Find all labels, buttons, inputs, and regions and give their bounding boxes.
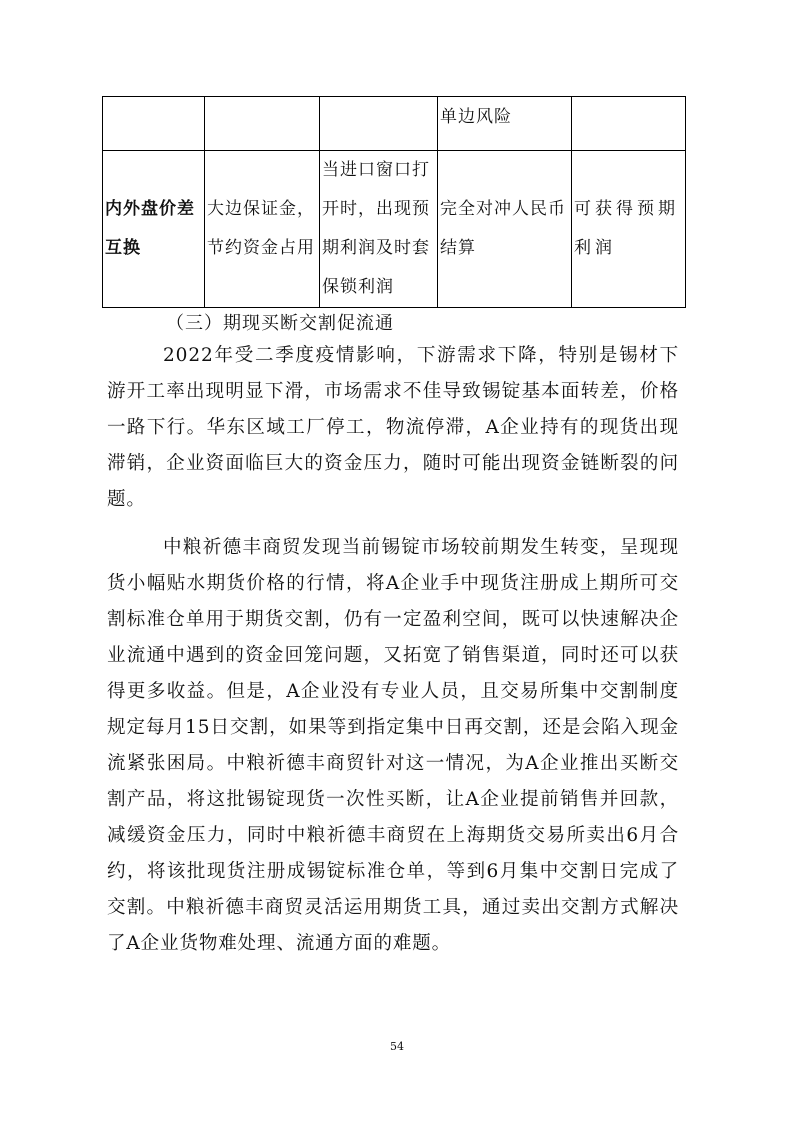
hedging-table — [102, 96, 686, 308]
table-cell — [205, 97, 320, 151]
table-row — [103, 97, 686, 151]
table-cell — [320, 97, 438, 151]
table-row — [103, 151, 686, 308]
table-cell — [572, 97, 686, 151]
page-number: 54 — [390, 1040, 404, 1053]
table-cell: 当进口窗口打开时，出现预期利润及时套保锁利润 — [320, 151, 438, 308]
table-cell: 完全对冲人民币结算 — [438, 151, 572, 308]
body-paragraph: 中粮祈德丰商贸发现当前锡锭市场较前期发生转变，呈现现货小幅贴水期货价格的行情，将A企业手中现货注册成上期所可交割标准仓单用于期货交割，仍有一定盈利空间，既可以快速解决企业流通中遇到的资金回笼问题，又拓宽了销售渠道，同时还可以获得更多收益。但是，A企业没有专业人员，且交易所集中交割制度规定每月15日交割，如果等到指定集中日再交割，还是会陷入现金流紧张困局。中粮祈德丰商贸针对这一情况，为A企业推出买断交割产品，将这批锡锭现货一次性买断，让A企业提前销售并回款，减缓资金压力，同时中粮祈德丰商贸在上海期货交易所卖出6月合约，将该批现货注册成锡锭标准仓单，等到6月集中交割日完成了交割。中粮祈德丰商贸灵活运用期货工具，通过卖出交割方式解决了A企业货物难处理、流通方面的难题。 — [107, 537, 679, 954]
table-cell-strategy-name: 内外盘价差互换 — [103, 151, 205, 308]
table-cell: 单边风险 — [438, 97, 572, 151]
section-heading: （三）期现买断交割促流通 — [166, 313, 394, 334]
table-cell — [103, 97, 205, 151]
table-cell: 大边保证金，节约资金占用 — [205, 151, 320, 308]
table-cell: 可获得预期利润 — [572, 151, 686, 308]
body-paragraph: 2022年受二季度疫情影响，下游需求下降，特别是锡材下游开工率出现明显下滑，市场需求不佳导致锡锭基本面转差，价格一路下行。华东区域工厂停工，物流停滞，A企业持有的现货出现滞销，企业资面临巨大的资金压力，随时可能出现资金链断裂的问题。 — [107, 345, 679, 510]
